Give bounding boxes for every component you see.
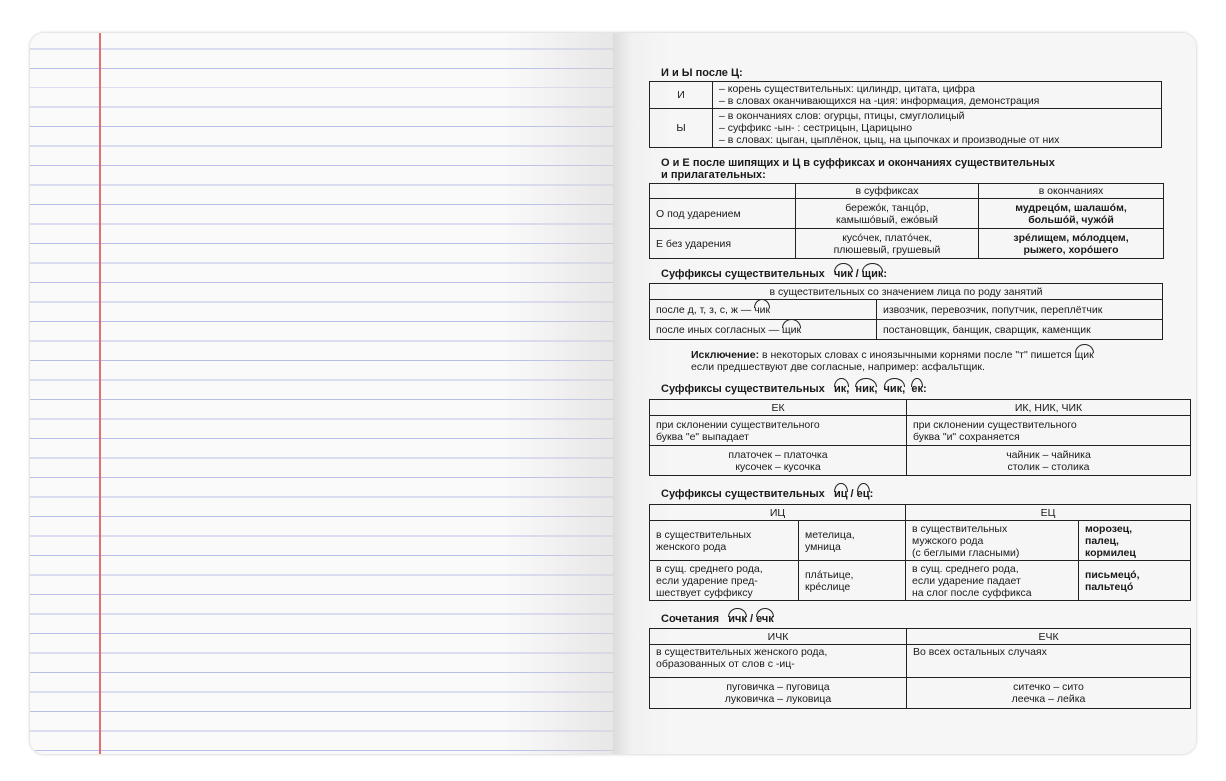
letter-cell: И bbox=[650, 82, 713, 109]
cell-line: мудрецóм, шалашóм, bbox=[1015, 201, 1127, 214]
cell-line: чайник – чайника bbox=[1006, 448, 1091, 461]
table-row bbox=[650, 446, 1191, 476]
rule-line: – в окончаниях слов: огурцы, птицы, смуглолицый bbox=[719, 110, 965, 122]
table-header-row bbox=[650, 184, 1164, 199]
table-ichk bbox=[649, 628, 1191, 709]
suffix-shchik: щик bbox=[861, 268, 884, 280]
suffix-ec: ец bbox=[856, 488, 870, 500]
cell-line: метелица, bbox=[805, 528, 855, 541]
suffix-header: в суффиксах bbox=[796, 184, 979, 199]
cell-line: плюшевый, грушевый bbox=[833, 243, 941, 256]
suffix-nik: ник, bbox=[855, 383, 878, 395]
suffix-ik: ик, bbox=[833, 383, 850, 395]
cell-line: большóй, чужóй bbox=[1028, 213, 1114, 226]
cell-line: морозец, bbox=[1085, 522, 1133, 535]
cell-line: кусочек – кусочка bbox=[735, 460, 821, 473]
colon: : bbox=[922, 383, 927, 395]
cell-line: луковичка – луковица bbox=[724, 693, 832, 705]
example-cell bbox=[799, 521, 906, 561]
suffix-chik: чик bbox=[833, 268, 853, 280]
cell-line: столик – столика bbox=[1007, 460, 1090, 473]
table-row bbox=[650, 300, 1163, 320]
cell-line: в сущ. среднего рода, bbox=[912, 562, 1019, 575]
title-line: и прилагательных: bbox=[661, 169, 766, 181]
table-row bbox=[650, 199, 1164, 229]
example-cell bbox=[1079, 521, 1191, 561]
cell-line: в сущ. среднего рода, bbox=[656, 562, 763, 575]
cell-line: палец, bbox=[1085, 534, 1119, 547]
cell-line: образованных от слов с -иц- bbox=[656, 658, 795, 670]
table-row bbox=[650, 416, 1191, 446]
table-iy bbox=[649, 81, 1162, 148]
examples-cell: извозчик, перевозчик, попутчик, переплётчик bbox=[877, 300, 1163, 320]
rule-cell bbox=[650, 521, 799, 561]
cell-line: мужского рода bbox=[912, 534, 984, 547]
cell-line: камышóвый, ежóвый bbox=[835, 213, 939, 226]
section-title-oe bbox=[661, 157, 1055, 181]
cell-line: умница bbox=[805, 540, 841, 553]
rule-cell bbox=[906, 561, 1079, 601]
title-text: Суффиксы существительных bbox=[661, 383, 825, 395]
rule-cell bbox=[650, 645, 907, 678]
table-row bbox=[650, 320, 1163, 340]
example-cell bbox=[907, 446, 1191, 476]
exception-text: в некоторых словах с иноязычными корнями после "т" пишется bbox=[759, 349, 1075, 361]
colon: : bbox=[883, 268, 888, 280]
empty-header-cell bbox=[650, 184, 796, 199]
cell-line: плáтьице, bbox=[805, 568, 854, 581]
cell-line: буква "е" выпадает bbox=[656, 430, 749, 443]
lined-page bbox=[30, 33, 613, 754]
table-header-row bbox=[650, 284, 1163, 300]
cell-line: платочек – платочка bbox=[728, 448, 828, 461]
suffix-ic: иц bbox=[833, 488, 848, 500]
label-text: после д, т, з, с, ж — bbox=[656, 303, 752, 316]
row-label bbox=[650, 300, 877, 320]
example-cell bbox=[650, 678, 907, 709]
title-text: Суффиксы существительных bbox=[661, 268, 825, 280]
example-cell bbox=[907, 678, 1191, 709]
table-header-row bbox=[650, 629, 1191, 645]
cell-line: бережóк, танцóр, bbox=[845, 201, 929, 214]
table-row bbox=[650, 109, 1162, 148]
cell-line: крéслице bbox=[805, 580, 851, 593]
letter-cell: Ы bbox=[650, 109, 713, 148]
cell-line: кусóчек, платóчек, bbox=[842, 231, 932, 244]
margin-line bbox=[99, 33, 101, 754]
separator: / bbox=[746, 613, 757, 625]
cell-line: женского рода bbox=[656, 540, 727, 553]
suffix-cell bbox=[796, 199, 979, 229]
suffix-mark: щик bbox=[1074, 349, 1094, 361]
exception-note bbox=[691, 349, 1094, 373]
title-line: О и Е после шипящих и Ц в суффиксах и окончаниях существительных bbox=[661, 157, 1055, 169]
table-chik bbox=[649, 283, 1163, 340]
table-header-row bbox=[650, 505, 1191, 521]
cell-line: (с беглыми гласными) bbox=[912, 546, 1020, 559]
header-ek: ЕК bbox=[650, 400, 907, 416]
exception-line: если предшествуют две согласные, например: асфальтщик. bbox=[691, 361, 985, 373]
rule-cell bbox=[713, 109, 1162, 148]
cell-line: если ударение пред- bbox=[656, 574, 758, 587]
rule-line: – корень существительных: цилиндр, цитата, цифра bbox=[719, 83, 975, 95]
cell-line: зрéлищем, мóлодцем, bbox=[1013, 231, 1129, 244]
cell-line: шествует суффиксу bbox=[656, 586, 753, 599]
cell-line: если ударение падает bbox=[912, 574, 1021, 587]
table-row bbox=[650, 521, 1191, 561]
table-row bbox=[650, 561, 1191, 601]
ending-header: в окончаниях bbox=[979, 184, 1164, 199]
example-cell bbox=[1079, 561, 1191, 601]
header-ik: ИК, НИК, ЧИК bbox=[907, 400, 1191, 416]
rule-line: – в словах: цыган, цыплёнок, цыц, на цыпочках и производные от них bbox=[719, 134, 1060, 146]
section-title-ek bbox=[661, 383, 927, 395]
table-header-row bbox=[650, 400, 1191, 416]
cell-line: в существительных bbox=[656, 528, 752, 541]
section-title-iy: И и Ы после Ц: bbox=[661, 67, 743, 79]
cell-line: в существительных bbox=[912, 522, 1008, 535]
cell-line: леечка – лейка bbox=[1011, 693, 1086, 705]
table-oe bbox=[649, 183, 1164, 259]
combo-echk: ечк bbox=[756, 613, 774, 625]
title-text: Сочетания bbox=[661, 613, 720, 625]
cell-line: Во всех остальных случаях bbox=[913, 646, 1047, 658]
cell-line: рыжего, хорóшего bbox=[1023, 243, 1119, 256]
cell-line: в существительных женского рода, bbox=[656, 646, 828, 658]
ending-cell bbox=[979, 229, 1164, 259]
rule-line: – в словах оканчивающихся на -ция: информация, демонстрация bbox=[719, 95, 1040, 107]
example-cell bbox=[799, 561, 906, 601]
separator: / bbox=[847, 488, 857, 500]
suffix-ek: ек bbox=[911, 383, 923, 395]
table-row bbox=[650, 678, 1191, 709]
header-echk: ЕЧК bbox=[907, 629, 1191, 645]
cell-line: на слог после суффикса bbox=[912, 586, 1032, 599]
exception-label: Исключение: bbox=[691, 349, 760, 361]
header-cell: в существительных со значением лица по роду занятий bbox=[650, 284, 1163, 300]
separator: / bbox=[852, 268, 862, 280]
ending-cell bbox=[979, 199, 1164, 229]
section-title-ichk bbox=[661, 613, 774, 625]
suffix-mark: чик bbox=[754, 303, 771, 316]
row-label bbox=[650, 320, 877, 340]
example-cell bbox=[650, 446, 907, 476]
rule-cell bbox=[907, 416, 1191, 446]
table-ek bbox=[649, 399, 1191, 476]
cell-line: пальтецó bbox=[1085, 580, 1134, 593]
title-text: Суффиксы существительных bbox=[661, 488, 825, 500]
rule-cell bbox=[907, 645, 1191, 678]
table-ic bbox=[649, 504, 1191, 601]
header-ec: ЕЦ bbox=[906, 505, 1191, 521]
table-row bbox=[650, 645, 1191, 678]
row-label: О под ударением bbox=[650, 199, 796, 229]
section-title-chik bbox=[661, 268, 887, 280]
rule-cell bbox=[713, 82, 1162, 109]
header-ic: ИЦ bbox=[650, 505, 906, 521]
examples-cell: постановщик, банщик, сварщик, каменщик bbox=[877, 320, 1163, 340]
cell-line: при склонении существительного bbox=[656, 418, 820, 431]
cell-line: при склонении существительного bbox=[913, 418, 1077, 431]
table-row bbox=[650, 229, 1164, 259]
suffix-mark: щик bbox=[782, 323, 802, 336]
combo-ichk: ичк bbox=[728, 613, 747, 625]
label-text: после иных согласных — bbox=[656, 323, 780, 336]
open-notebook bbox=[30, 33, 1196, 754]
cell-line: кормилец bbox=[1085, 546, 1136, 559]
cell-line: ситечко – сито bbox=[1013, 681, 1084, 693]
section-title-ic bbox=[661, 488, 873, 500]
table-row bbox=[650, 82, 1162, 109]
reference-page bbox=[613, 33, 1196, 754]
rule-cell bbox=[650, 416, 907, 446]
cell-line: буква "и" сохраняется bbox=[913, 430, 1020, 443]
cell-line: пуговичка – пуговица bbox=[726, 681, 830, 693]
suffix-chik: чик, bbox=[883, 383, 906, 395]
cell-line: письмецó, bbox=[1085, 568, 1140, 581]
rule-cell bbox=[906, 521, 1079, 561]
header-ichk: ИЧК bbox=[650, 629, 907, 645]
colon: : bbox=[869, 488, 874, 500]
suffix-cell bbox=[796, 229, 979, 259]
rule-cell bbox=[650, 561, 799, 601]
row-label: Е без ударения bbox=[650, 229, 796, 259]
rule-line: – суффикс -ын- : сестрицын, Царицыно bbox=[719, 122, 913, 134]
